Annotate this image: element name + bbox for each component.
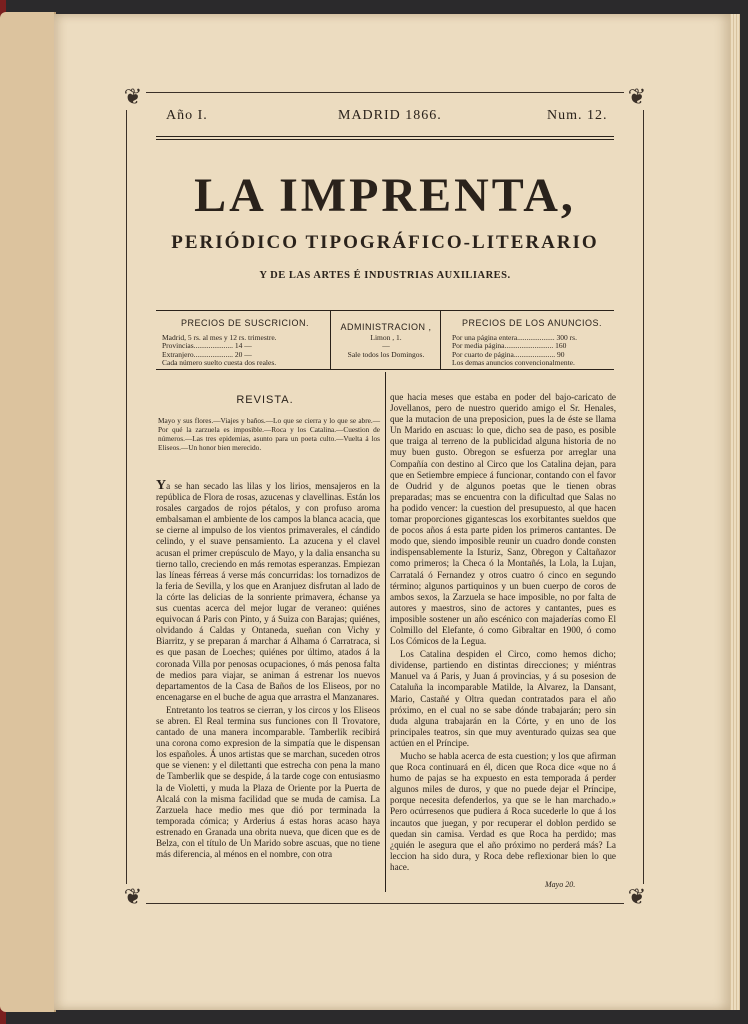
info-divider <box>330 311 331 369</box>
issue-place-date: MADRID 1866. <box>338 108 442 123</box>
masthead-subtitle: PERIÓDICO TIPOGRÁFICO-LITERARIO <box>171 232 599 253</box>
article-summary: Mayo y sus flores.—Viajes y baños.—Lo que se cierra y lo que se abre.—Por qué la zarzuela es imposible.—Roca y los Catalina.—Cuestion de números.—Las tres epidemias, asunto para un poeta culto.—Vuelta á los Eliseos.—Un honor bien merecido. <box>158 416 380 452</box>
masthead-subtitle-2: Y DE LAS ARTES É INDUSTRIAS AUXILIARES. <box>259 270 511 281</box>
left-column <box>156 480 380 880</box>
ads-line: Por una página entera.................... 300 rs. <box>452 333 577 342</box>
subscription-line: Madrid, 5 rs. al mes y 12 rs. trimestre. <box>162 333 277 342</box>
subscription-line: Provincias..................... 14 — <box>162 342 252 350</box>
paragraph: Mucho se habla acerca de esta cuestion; y los que afirman que Roca continuará en él, dicen que Roca dice «que no á humo de pajas se ha expuesto en esta temporada á perder algunos miles de duros, y que no puede dejar el Príncipe, porque necesita defenderlos, ya que se le han marchado.» Pero ocúrresenos que pudiera á Roca sucederle lo que á los incautos que juegan, y por recuperar el doblon perdido se quedan sin camisa. Verdad es que Roca ha perdido; mas ¿quién le asegura que el año próximo no perderá más? La leccion ha sido dura, y Roca debe reflexionar bien lo que hace. <box>390 751 616 872</box>
left-page-edge <box>0 12 56 1012</box>
header-rule <box>156 139 614 140</box>
admin-heading: ADMINISTRACION , <box>340 322 432 332</box>
ornament-icon: ❦ <box>120 84 146 110</box>
subscription-line: Cada número suelto cuesta dos reales. <box>162 359 277 367</box>
ornament-icon: ❦ <box>624 884 650 910</box>
issue-number: Num. 12. <box>547 108 608 123</box>
info-divider <box>440 311 441 369</box>
column-divider <box>385 372 386 892</box>
issue-year: Año I. <box>166 108 208 123</box>
page-stack-edge <box>730 14 740 1010</box>
ornament-icon: ❦ <box>120 884 146 910</box>
paragraph: que hacia meses que estaba en poder del bajo-caricato de Jovellanos, pero de nuestro querido amigo el Sr. Henales, que la mutacion de una preposicion, pues la de éste se llama Un Marido en ascuas: lo que, dicho sea de paso, es posible que traiga al terreno de la publicidad alguna historia de no muy buen gusto. Obregon se esfuerza por arreglar una Compañía con destino al Circo que los Catalina dejan, para que en Setiembre empiece á funcionar, contando con el favor de Oudrid y de algunos poetas que le tienen obras preparadas; mas se encuentra con la dificultad que Salas no ha podido vencer: la cuestion del presupuesto, al que hacen tomar proporciones gigantescas los exorbitantes sueldos que de pocos años á esta parte piden los primeros cantantes. De modo que, siendo imposible reunir un cuadro donde consten indispensablemente la Isturiz, Sanz, Obregon y Caltañazor como primeros; la Checa ó la Montañés, la Lola, la Lujan, Carratalá ó Fernandez y otros cuatro ó cinco en segundo término; algunos partiquinos y un buen cuerpo de coros de ambos sexos, la Zarzuela se hace imposible, no por falta de autores y maestros, sino de actores y cantantes, pues es imposible sostener un año escénico con majaderías como El Colmillo del Elefante, ó como Gibraltar en 1900, ó como Los Cómicos de la Legua. <box>390 392 616 647</box>
info-box <box>156 310 614 370</box>
ornament-icon: ❦ <box>624 84 650 110</box>
paragraph: Entretanto los teatros se cierran, y los circos y los Eliseos se abren. El Real termina sus funciones con Il Trovatore, cantado de una manera incomparable. Tamberlik recibirá una corona como expresion de la simpatía que le dispensan los españoles. Á unos artistas que se marchan, suceden otros que se vienen: y el dilettanti que estrecha con pena la mano de Tamberlik que se despide, á la tarde coge con entusiasmo la de Violetti, y muda la Plaza de Oriente por la Puerta de Alcalá con la misma facilidad que se muda de camisa. La Zarzuela hace medio mes que dió por terminada la temporada cómica; y Arderius á estas horas acaso haya estrenado en Granada una obrita nueva, que dicen que es de Belza, con el título de Un Marido sobre ascuas, que no tiene más diferencia, al ménos en el nombre, con otra <box>156 704 380 860</box>
advertising-prices <box>452 311 612 369</box>
admin-line: Sale todos los Domingos. <box>347 350 425 359</box>
subscription-heading: PRECIOS DE SUSCRICION. <box>180 318 310 328</box>
ads-line: Los demas anuncios convencionalmente. <box>452 359 575 367</box>
admin-line: Limon , 1. <box>370 333 402 342</box>
ads-line: Por cuarto de página...................... 90 <box>452 350 565 359</box>
subscription-prices <box>162 311 328 369</box>
paragraph: Los Catalina despiden el Circo, como hemos dicho; dividense, partiendo en distintas direcciones; y miéntras Manuel va á Paris, y Juan á provincias, y á su posesion de Cataluña la incomparable Matilde, la Alvarez, la Dansant, Mario, Castañé y Oltra quedan contratados para el año próximo, en el cual no se sabe dónde trabajarán; pero sin duda alguna trabajarán en la Córte, y en uno de los principales teatros, sin que muy aventurado quizas sea que actúen en el Príncipe. <box>390 649 616 748</box>
ads-line: Por media página.......................... 160 <box>452 342 567 350</box>
ads-heading: PRECIOS DE LOS ANUNCIOS. <box>461 318 603 328</box>
subscription-line: Extranjero..................... 20 — <box>162 350 252 359</box>
article-title: REVISTA. <box>236 394 294 406</box>
paragraph: Ya se han secado las lilas y los lirios, mensajeros en la república de Flora de rosas, azucenas y clavellinas. Están los rosales cargados de rojos pétalos, y con profuso aroma embalsaman el ambiente de los campos la blanca acacia, que se cierne al impulso de los vientos primaverales, el cándido celindo, y el suave pensamiento. La azucena y el clavel acusan el primer crepúsculo de Mayo, y la dalia ensancha su tierno tallo, creciendo en más remotas esperanzas. Empiezan las líneas férreas á verse más concurridas: los tornadizos de la feria de Sevilla, y los que en Aranjuez disfrutan al lado de la córte las delicias de la sonriente primavera, échanse ya sus cuentas acerca del mejor lugar de veraneo: quiénes equivocan á Paris con Pinto, y á Suiza con Barajas; quiénes, olvidando á Caldas y Ontaneda, sueñan con Vichy y Biarritz, y se preparan á marchar á Alhama ó Carratraca, si es que pasan de Loeches; quiénes por último, atados á la coronada Villa por penosas ocupaciones, ó más penosa falta de medios para viajar, se animan á estrenar los nuevos departamentos de la Casa de Baños de los Eliseos, por no encenagarse en el buche de agua que arrastra el Manzanares. <box>156 480 380 702</box>
admin-line: — <box>382 342 390 350</box>
drop-cap: Y <box>156 480 167 493</box>
administration <box>334 311 438 369</box>
article-date: Mayo 20. <box>545 880 576 889</box>
right-column <box>390 392 616 878</box>
header-rule <box>156 136 614 137</box>
masthead-title: LA IMPRENTA, <box>194 169 576 222</box>
